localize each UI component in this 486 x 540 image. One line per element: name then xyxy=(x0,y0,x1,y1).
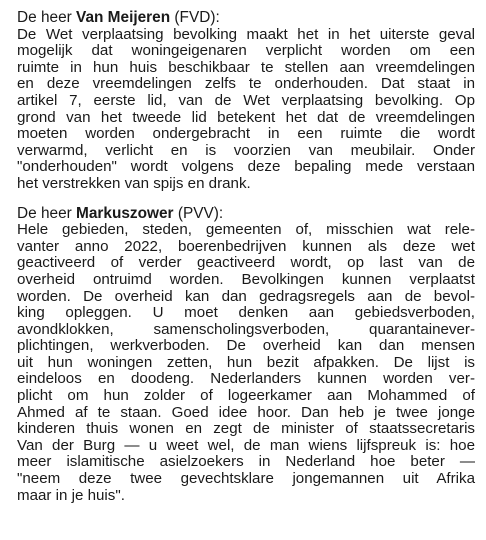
text-line: het verstrekken van spijs en drank. xyxy=(17,174,251,192)
text-line: moeten worden ondergebracht in een ruimte die wordt xyxy=(17,125,475,143)
text-line: plicht om hun zolder of logeerkamer aan Mohammed of xyxy=(17,387,475,405)
speaker-prefix: De heer xyxy=(17,9,77,26)
speech-body xyxy=(17,222,483,504)
speaker-name: Markuszower xyxy=(76,204,174,222)
document-page xyxy=(17,10,483,504)
text-line: Ahmed af te staan. Goed idee hoor. Dan heb je twee jonge xyxy=(17,403,475,421)
text-line: vanter anno 2022, boerenbedrijven kunnen als deze wet xyxy=(17,237,475,255)
text-line: ruimte in hun huis beschikbaar te stellen aan vreemdelingen xyxy=(17,58,475,76)
text-line: meer islamitische asielzoekers in Nederland hoe beter — xyxy=(17,453,475,471)
speaker-heading xyxy=(17,206,483,223)
text-line: "neem deze twee gevechtsklare jongemannen uit Afrika xyxy=(17,470,475,488)
text-line: uit hun woningen zetten, hun bezit afpakken. De lijst is xyxy=(17,353,475,371)
text-line: overheid ontruimd worden. Bevolkingen kunnen verplaatst xyxy=(17,270,475,288)
speaker-heading xyxy=(17,10,483,27)
text-line: plichtingen, werkverboden. De overheid kan dan mensen xyxy=(17,337,475,355)
speech-van-meijeren xyxy=(17,10,483,193)
text-line: eindeloos en doodeng. Nederlanders kunnen worden ver- xyxy=(17,370,475,388)
text-line: verwarmd, verlicht en is voorzien van meubilair. Onder xyxy=(17,141,475,159)
text-line: maar in je huis". xyxy=(17,486,125,504)
speaker-party: (PVV): xyxy=(173,204,224,222)
text-line: Van der Burg — u weet wel, de man wiens lijfspreuk is: hoe xyxy=(17,436,475,454)
text-line: kinderen thuis wonen en zegt de minister of staatssecretaris xyxy=(17,420,475,438)
speaker-prefix: De heer xyxy=(17,204,77,222)
text-line: worden. De overheid kan dan gedragsregels aan de bevol- xyxy=(17,287,475,305)
text-line: avondklokken, samenscholingsverboden, quarantainever- xyxy=(17,320,475,338)
text-line: geactiveerd of verder geactiveerd wordt, op last van de xyxy=(17,254,475,272)
text-line: De Wet verplaatsing bevolking maakt het in het uiterste geval xyxy=(17,25,475,43)
text-line: artikel 7, eerste lid, van de Wet verplaatsing bevolking. Op xyxy=(17,91,475,109)
speaker-party: (FVD): xyxy=(170,9,220,26)
text-line: king opleggen. U moet denken aan gebiedsverboden, xyxy=(17,304,475,322)
text-line: grond van het tweede lid betekent het dat de vreemdelingen xyxy=(17,108,475,126)
text-line: mogelijk dat woningeigenaren verplicht worden om een xyxy=(17,42,475,60)
speech-markuszower xyxy=(17,206,483,505)
speaker-name: Van Meijeren xyxy=(76,9,171,26)
text-line: Hele gebieden, steden, gemeenten of, misschien wat rele- xyxy=(17,221,475,239)
text-line: en deze vreemdelingen zelfs te onderhouden. Dat staat in xyxy=(17,75,475,93)
text-line: "onderhouden" wordt volgens deze bepaling mede verstaan xyxy=(17,158,475,176)
speech-body xyxy=(17,27,483,193)
